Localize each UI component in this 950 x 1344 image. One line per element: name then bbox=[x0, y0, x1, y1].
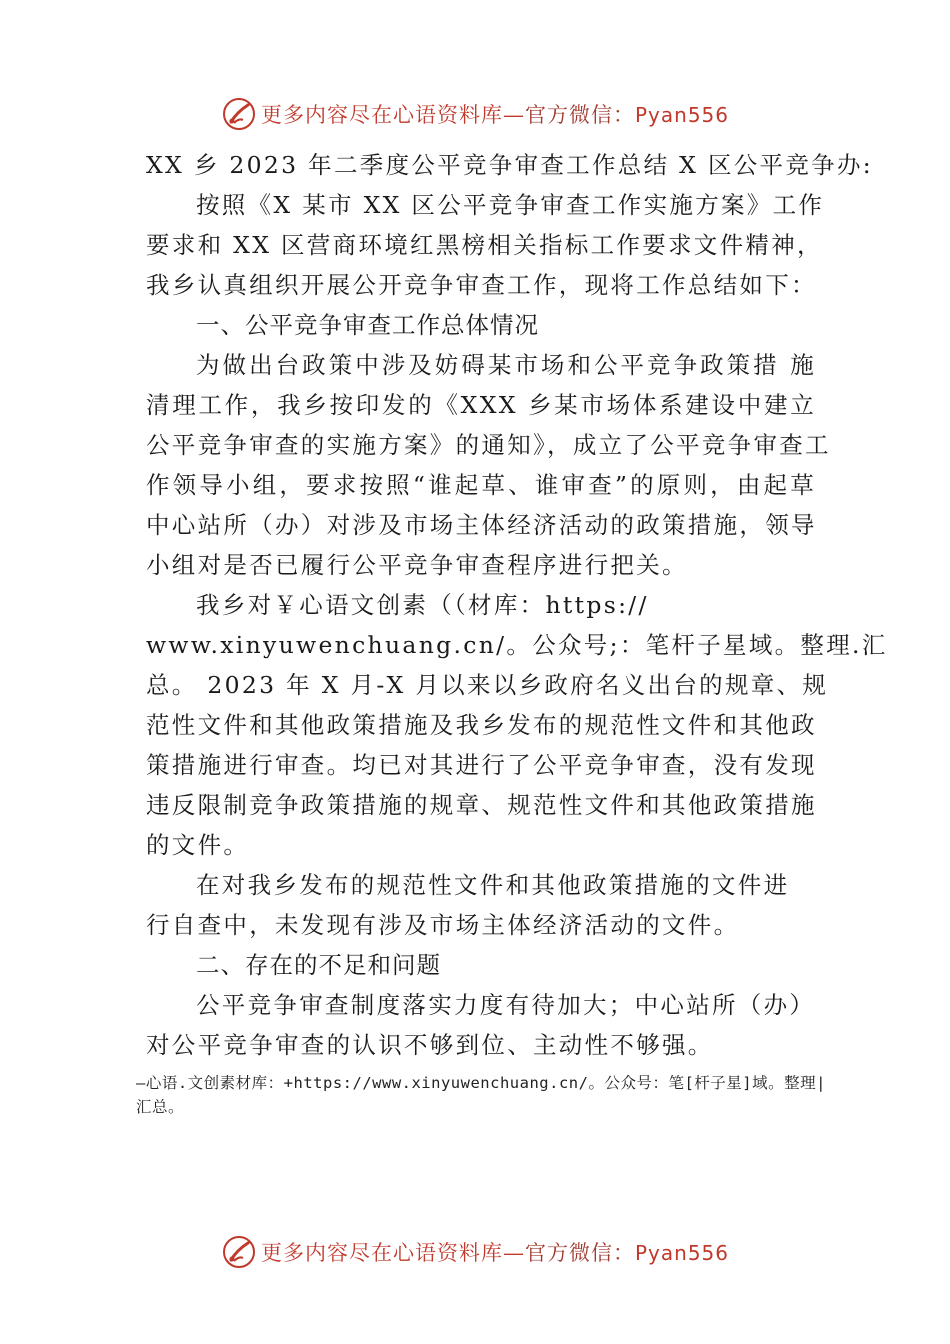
document-title-line: XX 乡 2023 年二季度公平竞争审查工作总结 X 区公平竞争办: bbox=[146, 151, 873, 179]
para-line: 中心站所（办）对涉及市场主体经济活动的政策措施，领导 bbox=[146, 511, 817, 539]
para-line: 行自查中，未发现有涉及市场主体经济活动的文件。 bbox=[146, 911, 740, 939]
para-line: 违反限制竞争政策措施的规章、规范性文件和其他政策措施 bbox=[146, 791, 817, 819]
footnote bbox=[136, 1071, 826, 1119]
banner-text bbox=[261, 1237, 729, 1267]
footnote-line: 汇总。 bbox=[136, 1098, 185, 1116]
intro-line: 要求和 XX 区营商环境红黑榜相关指标工作要求文件精神， bbox=[146, 231, 823, 259]
para-line: 公平竞争审查制度落实力度有待加大；中心站所（办） bbox=[196, 991, 816, 1019]
para-line: 小组对是否已履行公平竞争审查程序进行把关。 bbox=[146, 551, 688, 579]
para-line: 的文件。 bbox=[146, 831, 250, 859]
intro-line: 按照《X 某市 XX 区公平竞争审查工作实施方案》工作 bbox=[196, 191, 825, 219]
para-line: 我乡对￥心语文创素（（材库：https:// bbox=[196, 591, 649, 619]
para-line: 对公平竞争审查的认识不够到位、主动性不够强。 bbox=[146, 1031, 714, 1059]
brush-logo-icon bbox=[221, 96, 257, 132]
para-line: 在对我乡发布的规范性文件和其他政策措施的文件进 bbox=[196, 871, 790, 899]
para-line: 范性文件和其他政策措施及我乡发布的规范性文件和其他政 bbox=[146, 711, 817, 739]
section-heading-2: 二、存在的不足和问题 bbox=[196, 951, 441, 979]
banner-wechat-id: Pyan556 bbox=[634, 1241, 729, 1265]
brush-logo-icon bbox=[221, 1234, 257, 1270]
para-line: 为做出台政策中涉及妨碍某市场和公平竞争政策措 施 bbox=[196, 351, 816, 379]
para-line: 公平竞争审查的实施方案》的通知》，成立了公平竞争审查工 bbox=[146, 431, 831, 459]
banner-text bbox=[261, 99, 729, 129]
banner-wechat-label: 官方微信： bbox=[524, 103, 635, 127]
banner-wechat-id: Pyan556 bbox=[634, 103, 729, 127]
para-line: 策措施进行审查。均已对其进行了公平竞争审查，没有发现 bbox=[146, 751, 817, 779]
intro-line: 我乡认真组织开展公开竞争审查工作，现将工作总结如下： bbox=[146, 271, 817, 299]
para-line: 作领导小组，要求按照“谁起草、谁审查”的原则，由起草 bbox=[146, 471, 816, 499]
banner-title: 更多内容尽在心语资料库 bbox=[260, 1241, 503, 1265]
section-heading-1: 一、公平竞争审查工作总体情况 bbox=[196, 311, 539, 339]
banner-wechat-label: 官方微信： bbox=[524, 1241, 635, 1265]
para-line: 清理工作，我乡按印发的《XXX 乡某市场体系建设中建立 bbox=[146, 391, 816, 419]
para-line: 总。 2023 年 X 月-X 月以来以乡政府名义出台的规章、规 bbox=[146, 671, 829, 699]
header-banner bbox=[0, 94, 950, 134]
banner-separator: — bbox=[502, 103, 525, 127]
para-line: www.xinyuwenchuang.cn/。公众号;：笔杆子星域。整理.汇 bbox=[146, 631, 888, 659]
footer-banner bbox=[0, 1232, 950, 1272]
banner-separator: — bbox=[502, 1241, 525, 1265]
banner-title: 更多内容尽在心语资料库 bbox=[260, 103, 503, 127]
footnote-line: —心语.文创素材库：+https://www.xinyuwenchuang.cn/。公众号：笔[杆子星]域。整理| bbox=[136, 1074, 826, 1092]
document-body bbox=[146, 145, 888, 1065]
